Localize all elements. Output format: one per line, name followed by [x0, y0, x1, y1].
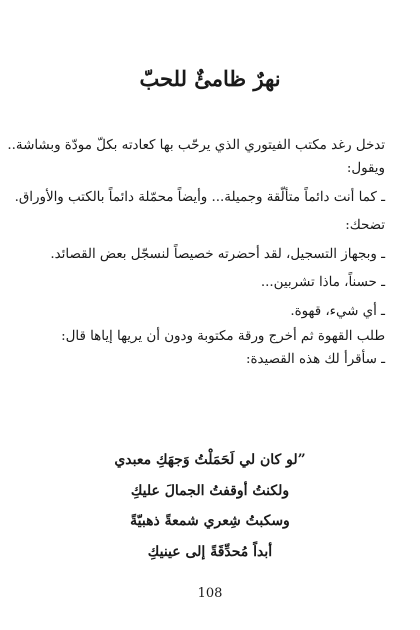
paragraph-line: طلب القهوة ثم أخرج ورقة مكتوبة ودون أن يريها إياها قال: [61, 328, 385, 344]
paragraph-line: ـ وبجهاز التسجيل، لقد أحضرته خصيصاً لنسجّل بعض القصائد. [50, 246, 385, 262]
poem-verse: وسكبتُ شِعري شمعةً ذهبيّةً [130, 513, 290, 529]
paragraph-line: ـ سأقرأ لك هذه القصيدة: [245, 351, 385, 367]
chapter-title: نهرٌ ظامئٌ للحبّ [139, 66, 281, 91]
paragraph-line: تضحك: [345, 218, 385, 234]
poem-block [0, 445, 420, 567]
poem-verse: ولكنتُ أوقفتُ الجمالَ عليكِ [130, 482, 290, 499]
paragraph-line: ـ كما أنت دائماً متألّقة وجميلة... وأيضاً محمّلة دائماً بالكتب والأوراق. [14, 189, 385, 205]
paragraph-line: ـ أي شيء، قهوة. [290, 303, 385, 319]
body-text [7, 136, 385, 374]
paragraph-line: ويقول: [346, 161, 385, 176]
paragraph-line: ـ حسناً، ماذا تشربين... [260, 275, 385, 291]
poem-verse: ”لو كان لي لَحَمَلْتُ وَجهَكِ معبدي [114, 452, 306, 468]
poem-verse: أبداً مُحدِّقَةً إلى عينيكِ [147, 543, 273, 560]
paragraph-line: تدخل رغد مكتب الفيتوري الذي يرحّب بها كعادته بكلّ مودّة وبشاشة.. [7, 138, 385, 153]
page-number: 108 [197, 586, 223, 601]
